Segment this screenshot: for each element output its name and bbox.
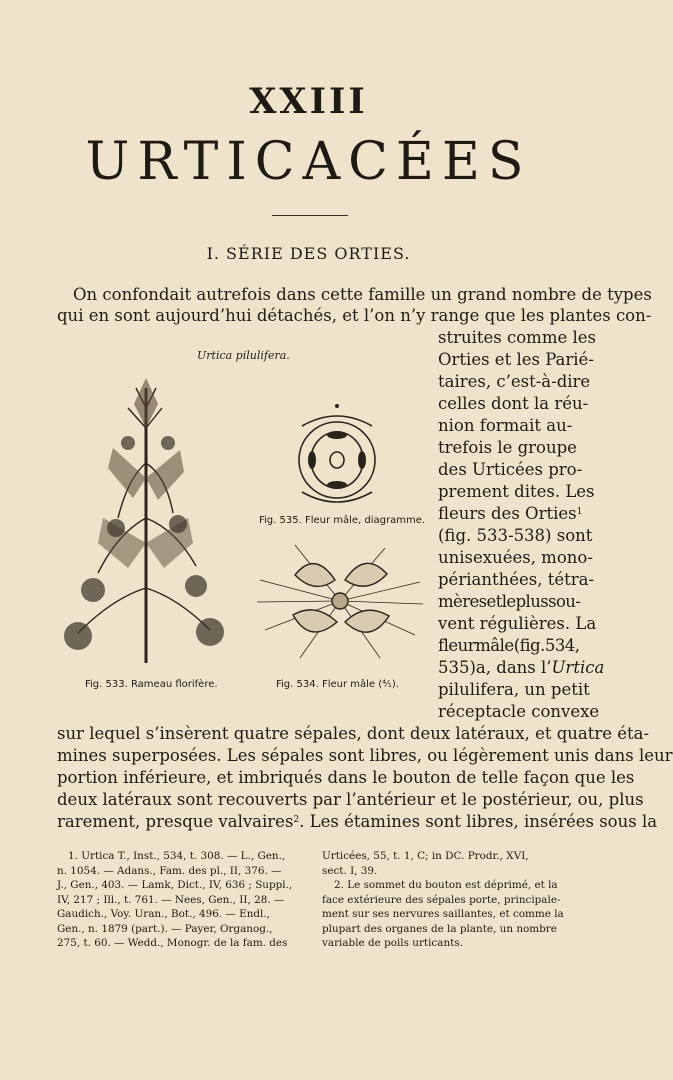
footnote-line: 2. Le sommet du bouton est déprimé, et la [334,879,558,891]
body-line: taires, c’est-à-dire [438,372,591,391]
nettle-branch-illustration [58,368,236,668]
footnote-line: sect. I, 39. [322,865,378,877]
footnote-line: face extérieure des sépales porte, principale- [322,894,561,906]
body-text: fleurs des Orties [438,504,577,523]
body-line: struites comme les [438,328,596,347]
body-line: des Urticées pro- [438,460,583,479]
body-line: pilulifera, un petit [438,680,590,699]
body-line: unisexuées, mono- [438,548,593,567]
footnote-line: J., Gen., 403. — Lamk, Dict., IV, 636 ; Suppl., [57,879,293,891]
footnote-ref: 1 [576,507,583,517]
footnote-line: Gaudich., Voy. Uran., Bot., 496. — Endl., [57,908,270,920]
body-line: sur lequel s’insèrent quatre sépales, dont deux latéraux, et quatre éta- [57,724,650,743]
body-line: On confondait autrefois dans cette famille un grand nombre de types [73,285,652,304]
figure-caption: Fig. 533. Rameau florifère. [85,679,218,690]
body-line: Orties et les Parié- [438,350,594,369]
body-text: rarement, presque valvaires [57,812,294,831]
footnote-line: ment sur ses nervures saillantes, et comme la [322,908,564,920]
body-line: mines superposées. Les sépales sont libres, ou légèrement unis dans leur [57,746,673,765]
footnote-line: n. 1054. — Adans., Fam. des pl., II, 376. — [57,865,282,877]
body-line [438,503,582,525]
body-line: périanthées, tétra- [438,570,595,589]
body-line: mèresetleplussou- [438,592,581,611]
species-label: Urtica pilulifera. [197,349,290,362]
footnote-line: Gen., n. 1879 (part.). — Payer, Organog., [57,923,273,935]
body-line [438,657,604,679]
chapter-number: XXIII [249,81,368,122]
footnote-line: 1. Urtica T., Inst., 534, t. 308. — L., Gen., [68,850,286,862]
body-line: qui en sont aujourd’hui détachés, et l’on n’y range que les plantes con- [57,306,652,325]
body-line: nion formait au- [438,416,573,435]
body-line: celles dont la réu- [438,394,589,413]
figure-caption: Fig. 535. Fleur mâle, diagramme. [259,515,426,526]
footnote-line: plupart des organes de la plante, un nombre [322,923,557,935]
footnote-line: Urticées, 55, t. 1, C; in DC. Prodr., XVI, [322,850,529,862]
footnote-line: variable de poils urticants. [322,937,463,949]
male-flower-illustration [255,540,425,662]
title-divider [272,215,348,216]
body-line: fleurmâle(fig.534, [438,636,580,655]
section-heading: I. SÉRIE DES ORTIES. [206,244,411,263]
footnote-ref: 2 [293,815,300,825]
body-line [57,811,657,833]
footnote-line: 275, t. 60. — Wedd., Monogr. de la fam. des [57,937,288,949]
genus-name: Urtica [551,658,605,677]
body-line: prement dites. Les [438,482,595,501]
body-line: réceptacle convexe [438,702,600,721]
footnote-line: IV, 217 ; Ill., t. 761. — Nees, Gen., II, 28. — [57,894,285,906]
body-line: trefois le groupe [438,438,577,457]
flower-diagram-illustration [290,398,380,510]
body-line: deux latéraux sont recouverts par l’antérieur et le postérieur, ou, plus [57,790,644,809]
body-line: vent régulières. La [438,614,597,633]
figure-caption: Fig. 534. Fleur mâle (⁴⁄₁). [276,679,399,690]
body-text: . Les étamines sont libres, insérées sous la [299,812,658,831]
body-line: portion inférieure, et imbriqués dans le bouton de telle façon que les [57,768,635,787]
body-line: (fig. 533-538) sont [438,526,593,545]
chapter-title: URTICACÉES [85,132,532,192]
body-text: 535)a, dans l’ [438,658,552,677]
